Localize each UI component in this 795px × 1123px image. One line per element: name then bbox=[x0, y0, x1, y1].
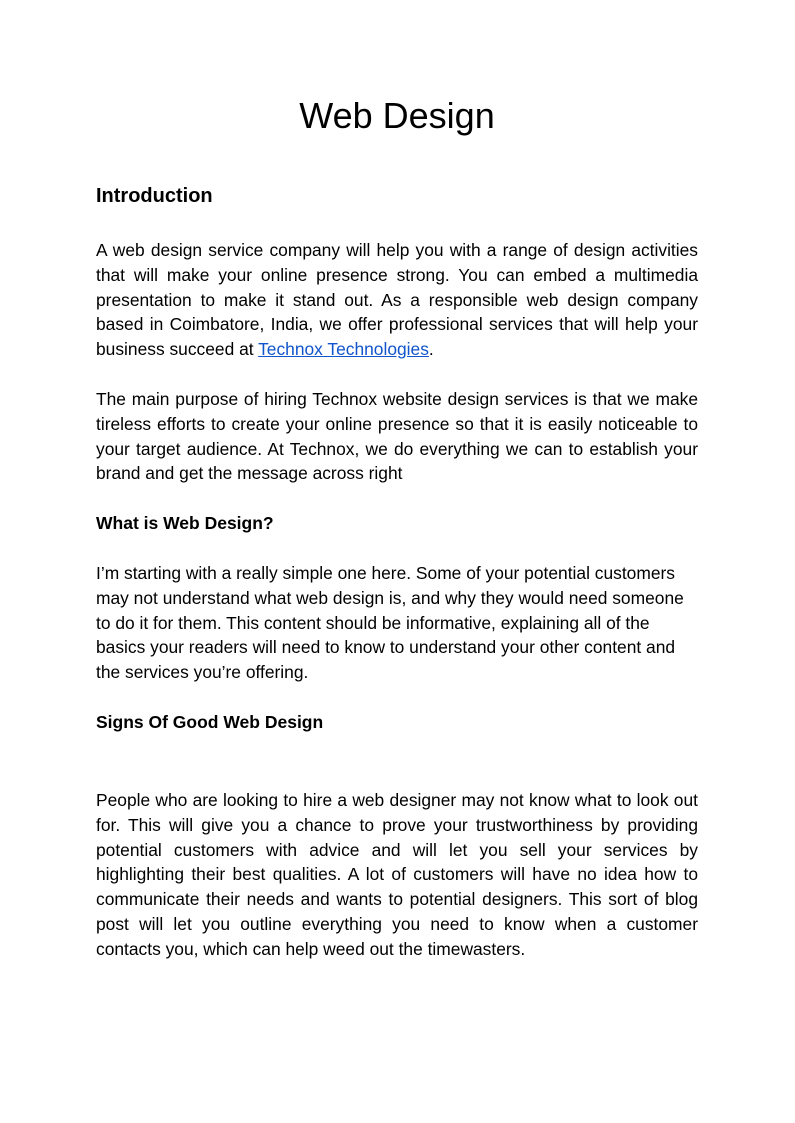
signs-of-good-web-design-paragraph: People who are looking to hire a web designer may not know what to look out for. This will give you a chance to prove your trustworthiness by providing potential customers with advice and will let you sell your services by highlighting their best qualities. A lot of customers will have no idea how to communicate their needs and wants to potential designers. This sort of blog post will let you outline everything you need to know when a customer contacts you, which can help weed out the timewasters. bbox=[96, 790, 698, 959]
introduction-paragraph-2: The main purpose of hiring Technox website design services is that we make tireless efforts to create your online presence so that it is easily noticeable to your target audience. At Technox, we do everything we can to establish your brand and get the message across right bbox=[96, 389, 698, 484]
introduction-paragraph-1 bbox=[96, 238, 698, 362]
what-is-web-design-paragraph: I’m starting with a really simple one here. Some of your potential customers may not understand what web design is, and why they would need someone to do it for them. This content should be informative, explaining all of the basics your readers will need to know to understand your other content and the services you’re offering. bbox=[96, 563, 684, 683]
section-heading-introduction: Introduction bbox=[96, 185, 213, 207]
introduction-paragraph-1-end: . bbox=[428, 339, 434, 360]
technox-technologies-link[interactable]: Technox Technologies bbox=[258, 339, 429, 360]
section-heading-what-is-web-design: What is Web Design? bbox=[96, 513, 274, 533]
document-title: Web Design bbox=[299, 95, 495, 136]
section-heading-signs-of-good-web-design: Signs Of Good Web Design bbox=[96, 712, 324, 732]
introduction-paragraph-1-text: A web design service company will help you with a range of design activities that will make your online presence strong. You can embed a multimedia presentation to make it stand out. As a responsible web design company based in Coimbatore, India, we offer professional services that will help your business succeed at bbox=[96, 240, 698, 360]
